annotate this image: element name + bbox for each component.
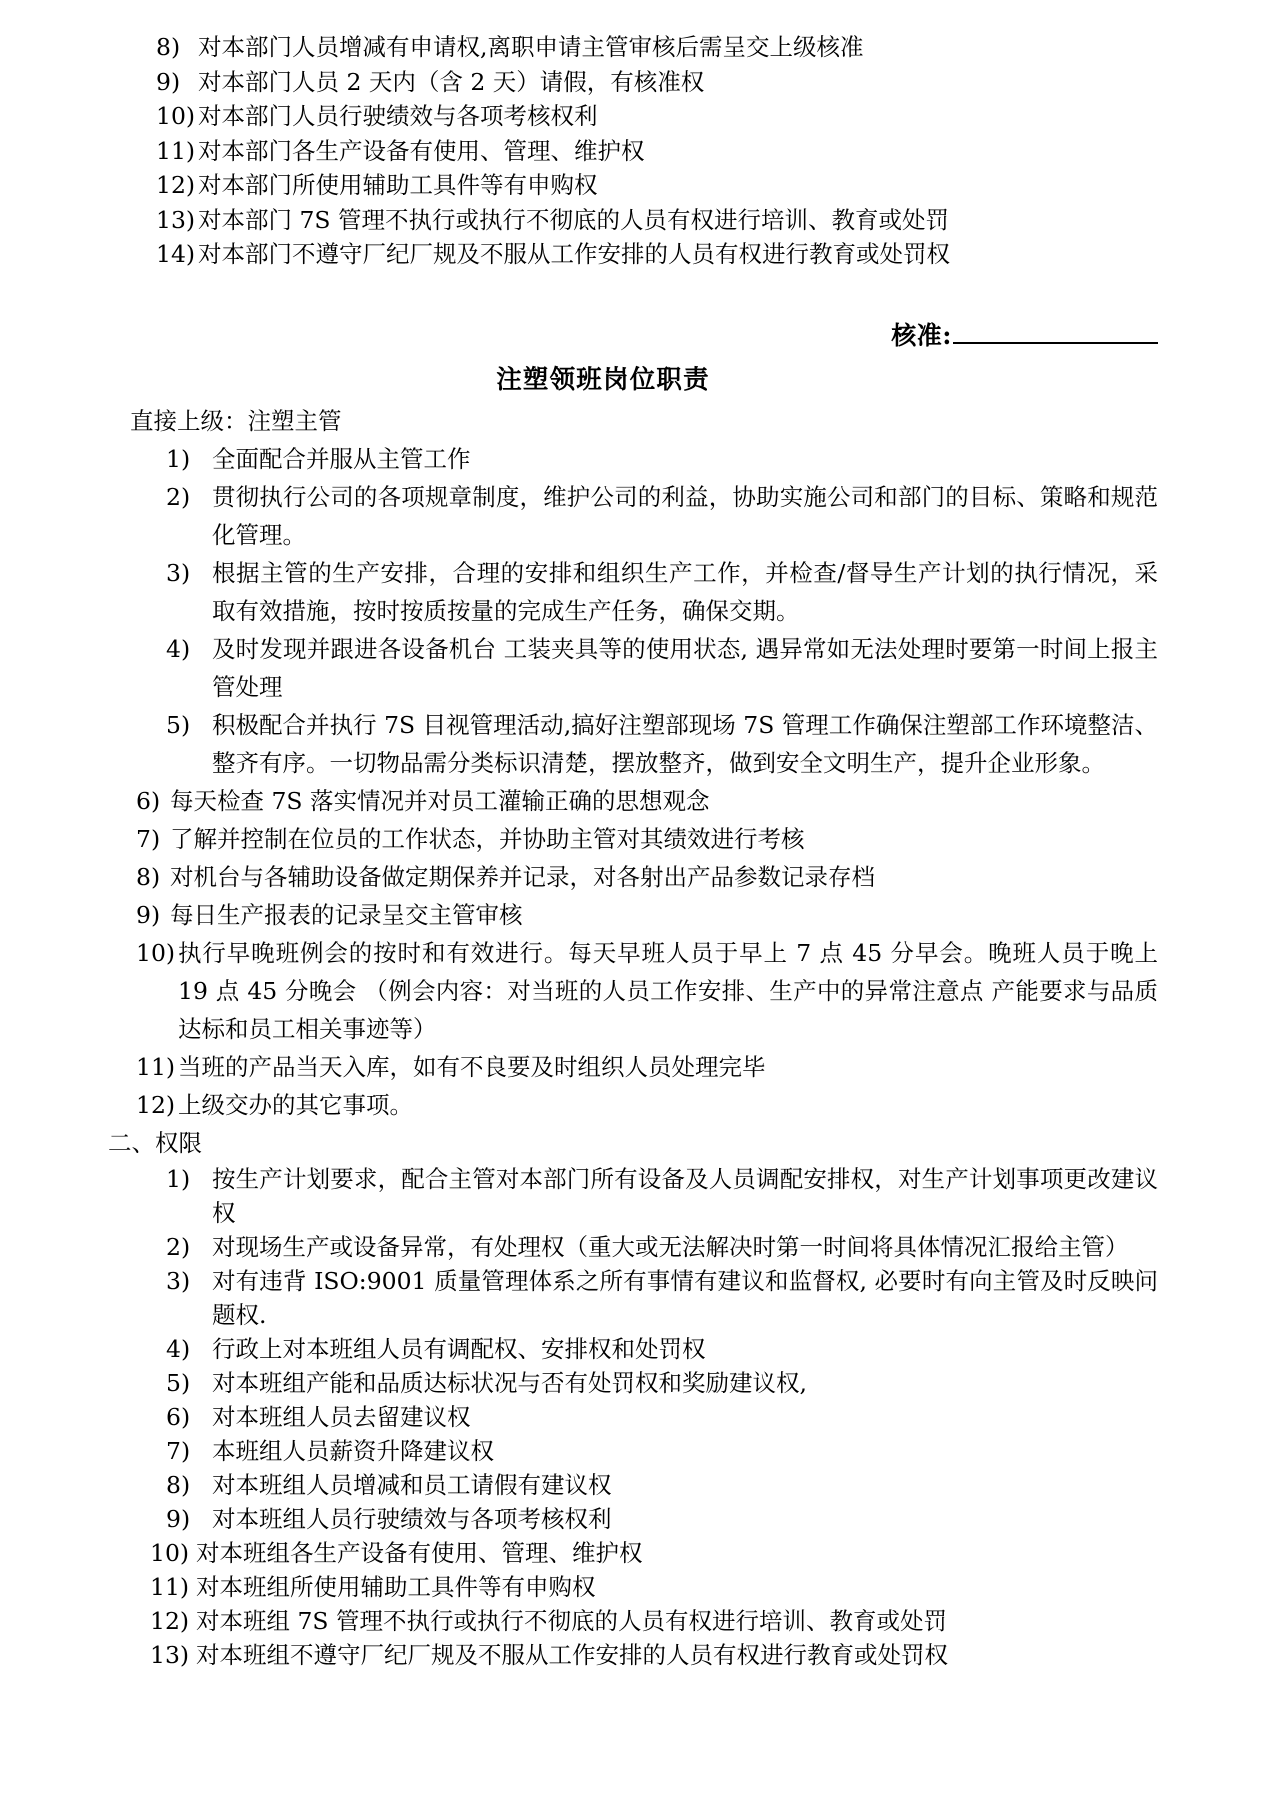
- list-item-number: 8): [166, 1470, 191, 1499]
- list-item-number: 11): [136, 1052, 176, 1081]
- list-item-text: 对本班组人员去留建议权: [212, 1402, 471, 1431]
- list-item-text: 积极配合并执行 7S 目视管理活动,搞好注塑部现场 7S 管理工作确保注塑部工作环境整洁、整齐有序。一切物品需分类标识清楚，摆放整齐，做到安全文明生产，提升企业形象。: [212, 710, 1158, 777]
- list-item: [166, 1434, 1158, 1468]
- authority-list: [108, 1162, 1158, 1672]
- list-item-number: 9): [166, 1504, 191, 1533]
- list-item-text: 对本班组 7S 管理不执行或执行不彻底的人员有权进行培训、教育或处罚: [196, 1606, 947, 1635]
- list-item: [166, 1332, 1158, 1366]
- list-item-text: 按生产计划要求，配合主管对本部门所有设备及人员调配安排权，对生产计划事项更改建议权: [212, 1164, 1158, 1227]
- list-item: [136, 896, 1158, 934]
- list-item: [166, 1162, 1158, 1230]
- list-item-text: 贯彻执行公司的各项规章制度，维护公司的利益，协助实施公司和部门的目标、策略和规范化管理。: [212, 482, 1158, 549]
- list-item: [166, 554, 1158, 630]
- list-item-number: 9): [156, 67, 181, 96]
- list-item-number: 2): [166, 1232, 191, 1261]
- list-item-text: 对本班组产能和品质达标状况与否有处罚权和奖励建议权,: [212, 1368, 807, 1397]
- list-item-number: 4): [166, 634, 191, 663]
- list-item-number: 10): [150, 1538, 190, 1567]
- list-item-text: 上级交办的其它事项。: [178, 1090, 413, 1119]
- list-item-text: 每天检查 7S 落实情况并对员工灌输正确的思想观念: [170, 786, 710, 815]
- approval-label: 核准:: [891, 320, 952, 350]
- list-item-text: 本班组人员薪资升降建议权: [212, 1436, 494, 1465]
- list-item-number: 3): [166, 1266, 191, 1295]
- list-item-number: 14): [156, 240, 196, 268]
- list-item-text: 全面配合并服从主管工作: [212, 444, 471, 473]
- list-item: [166, 1468, 1158, 1502]
- list-item: [166, 1502, 1158, 1536]
- list-item-text: 对有违背 ISO:9001 质量管理体系之所有事情有建议和监督权, 必要时有向主管及时反映问题权.: [212, 1266, 1158, 1329]
- list-item-number: 9): [136, 900, 161, 929]
- list-item-text: 了解并控制在位员的工作状态，并协助主管对其绩效进行考核: [170, 824, 805, 853]
- list-item-text: 对本班组各生产设备有使用、管理、维护权: [196, 1538, 643, 1567]
- list-item-text: 对本班组人员行驶绩效与各项考核权利: [212, 1504, 612, 1533]
- page-title: 注塑领班岗位职责: [496, 364, 710, 395]
- list-item: [136, 858, 1158, 896]
- list-item: [166, 1366, 1158, 1400]
- list-item-text: 对本部门所使用辅助工具件等有申购权: [198, 171, 598, 199]
- list-item-number: 11): [150, 1572, 190, 1601]
- list-item-number: 12): [156, 171, 196, 199]
- list-item-number: 8): [136, 862, 161, 891]
- list-item-number: 1): [166, 444, 191, 473]
- list-item: [136, 820, 1158, 858]
- list-item-text: 当班的产品当天入库，如有不良要及时组织人员处理完毕: [178, 1052, 766, 1081]
- list-item-text: 对机台与各辅助设备做定期保养并记录，对各射出产品参数记录存档: [170, 862, 875, 891]
- list-item: [166, 478, 1158, 554]
- list-item: [156, 237, 1158, 272]
- list-item: [156, 65, 1158, 100]
- list-item: [136, 782, 1158, 820]
- list-item-number: 4): [166, 1334, 191, 1363]
- list-item-text: 对本班组不遵守厂纪厂规及不服从工作安排的人员有权进行教育或处罚权: [196, 1640, 948, 1669]
- list-item-text: 每日生产报表的记录呈交主管审核: [170, 900, 523, 929]
- list-item-number: 10): [136, 938, 176, 967]
- list-item-text: 对现场生产或设备异常，有处理权（重大或无法解决时第一时间将具体情况汇报给主管）: [212, 1232, 1129, 1261]
- approval-signature-row: [108, 316, 1158, 352]
- approval-signature-blank: [953, 320, 1158, 344]
- list-item-number: 6): [136, 786, 161, 815]
- previous-section-list: [156, 30, 1158, 272]
- list-item: [156, 168, 1158, 203]
- duties-list: [108, 440, 1158, 1124]
- list-item-text: 行政上对本班组人员有调配权、安排权和处罚权: [212, 1334, 706, 1363]
- list-item: [156, 203, 1158, 238]
- list-item-number: 13): [156, 205, 196, 234]
- list-item-text: 对本部门人员行驶绩效与各项考核权利: [198, 102, 598, 130]
- list-item-number: 5): [166, 1368, 191, 1397]
- list-item-number: 10): [156, 102, 196, 130]
- list-item-text: 对本部门各生产设备有使用、管理、维护权: [198, 136, 645, 165]
- list-item-number: 7): [136, 824, 161, 853]
- list-item: [136, 934, 1158, 1048]
- list-item-text: 根据主管的生产安排，合理的安排和组织生产工作，并检查/督导生产计划的执行情况，采取有效措施，按时按质按量的完成生产任务，确保交期。: [212, 558, 1158, 625]
- list-item: [156, 134, 1158, 169]
- list-item-number: 11): [156, 136, 196, 165]
- section-heading-authority: 二、权限: [108, 1128, 202, 1157]
- list-item: [166, 1400, 1158, 1434]
- list-item-number: 12): [150, 1606, 190, 1635]
- list-item-number: 2): [166, 482, 191, 511]
- list-item: [150, 1570, 1158, 1604]
- list-item-text: 对本部门不遵守厂纪厂规及不服从工作安排的人员有权进行教育或处罚权: [198, 240, 950, 268]
- list-item-number: 6): [166, 1402, 191, 1431]
- list-item-text: 对本班组所使用辅助工具件等有申购权: [196, 1572, 596, 1601]
- list-item-number: 12): [136, 1090, 176, 1119]
- list-item-text: 对本部门人员增减有申请权,离职申请主管审核后需呈交上级核准: [198, 33, 864, 61]
- list-item: [166, 630, 1158, 706]
- direct-supervisor-line: 直接上级：注塑主管: [130, 406, 342, 435]
- list-item-number: 3): [166, 558, 191, 587]
- list-item: [136, 1048, 1158, 1086]
- list-item-text: 对本班组人员增减和员工请假有建议权: [212, 1470, 612, 1499]
- list-item: [150, 1638, 1158, 1672]
- list-item: [166, 706, 1158, 782]
- list-item-text: 对本部门 7S 管理不执行或执行不彻底的人员有权进行培训、教育或处罚: [198, 205, 949, 234]
- list-item-number: 7): [166, 1436, 191, 1465]
- list-item-text: 执行早晚班例会的按时和有效进行。每天早班人员于早上 7 点 45 分早会。晚班人员于晚上 19 点 45 分晚会 （例会内容：对当班的人员工作安排、生产中的异常注意点 产能要求与品质达标和员工相关事迹等）: [178, 938, 1158, 1043]
- list-item: [166, 440, 1158, 478]
- list-item-number: 8): [156, 33, 181, 61]
- list-item-text: 对本部门人员 2 天内（含 2 天）请假，有核准权: [198, 67, 705, 96]
- list-item: [150, 1604, 1158, 1638]
- list-item: [150, 1536, 1158, 1570]
- list-item: [156, 99, 1158, 134]
- list-item-number: 5): [166, 710, 191, 739]
- list-item: [136, 1086, 1158, 1124]
- list-item-number: 1): [166, 1164, 191, 1193]
- list-item-text: 及时发现并跟进各设备机台 工装夹具等的使用状态, 遇异常如无法处理时要第一时间上报主管处理: [212, 634, 1158, 701]
- list-item-number: 13): [150, 1640, 190, 1669]
- list-item: [156, 30, 1158, 65]
- list-item: [166, 1230, 1158, 1264]
- list-item: [166, 1264, 1158, 1332]
